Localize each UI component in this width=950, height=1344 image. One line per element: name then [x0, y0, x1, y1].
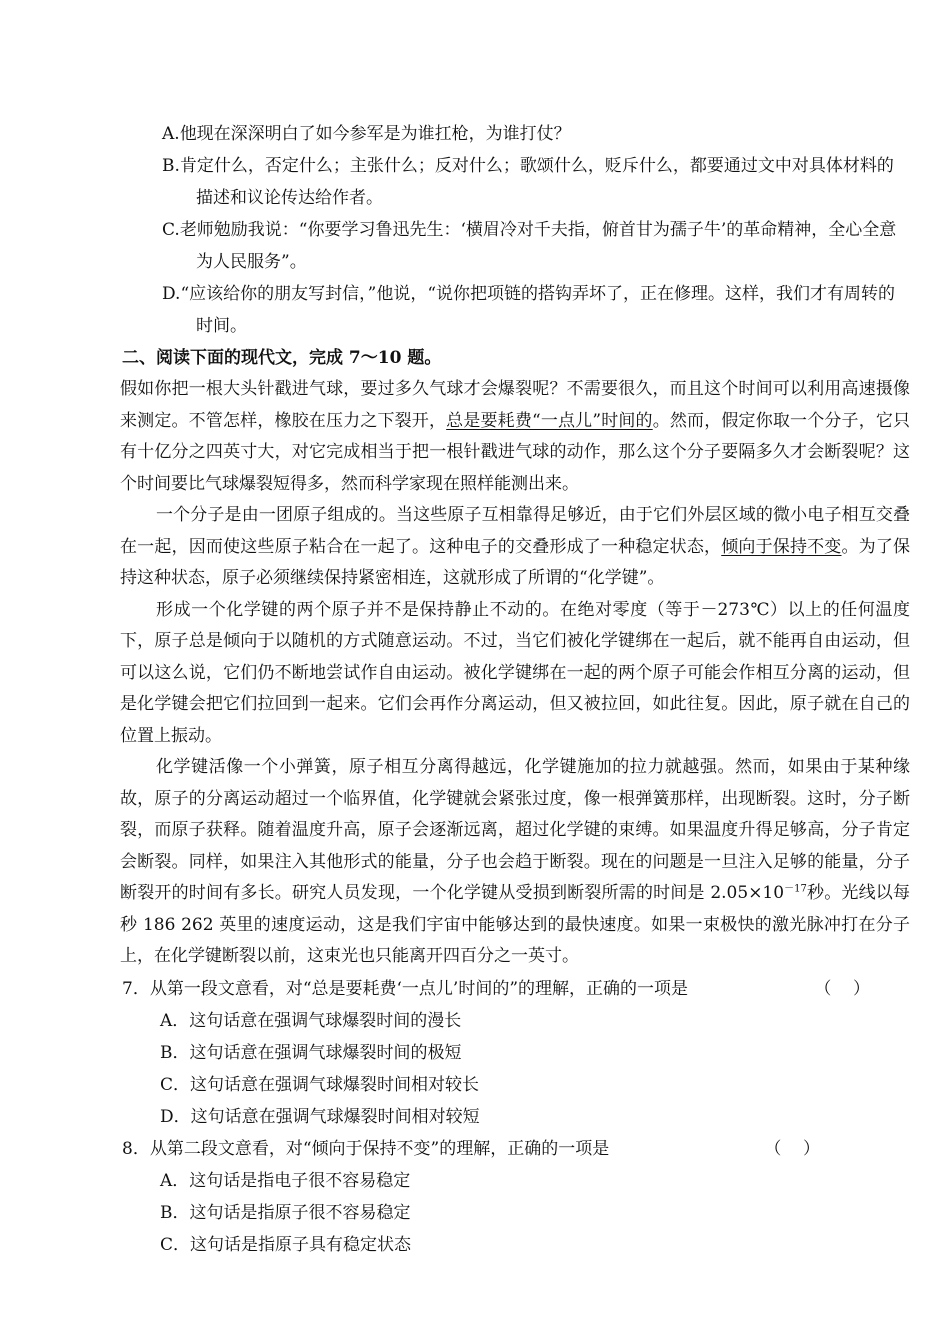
question-7	[122, 973, 910, 1133]
question-8-stem: 8．从第二段文意看，对“倾向于保持不变”的理解，正确的一项是	[122, 1138, 610, 1159]
underlined-phrase-1: 总是要耗费“一点儿”时间的	[446, 410, 653, 431]
exponent: －17	[784, 883, 807, 895]
question-8	[122, 1133, 910, 1261]
passage-paragraph-1: 假如你把一根大头针戳进气球，要过多久气球才会爆裂呢？不需要很久，而且这个时间可以利用高速摄像来测定。不管怎样，橡胶在压力之下裂开，总是要耗费“一点儿”时间的。然而，假定你取一个分子，它只有十亿分之四英寸大，对它完成相当于把一根针戳进气球的动作，那么这个分子要隔多久才会断裂呢？这个时间要比气球爆裂短得多，然而科学家现在照样能测出来。	[120, 379, 911, 494]
q8-choice-c[interactable]: C．这句话是指原子具有稳定状态	[160, 1234, 412, 1255]
option-d: D.“应该给你的朋友写封信，”他说，“说你把项链的搭钩弄坏了，正在修理。这样，我们才有周转的时间。	[162, 284, 896, 336]
q7-choice-b[interactable]: B．这句话意在强调气球爆裂时间的极短	[160, 1042, 462, 1063]
passage-paragraph-4: 化学键活像一个小弹簧，原子相互分离得越远，化学键施加的拉力就越强。然而，如果由于某种缘故，原子的分离运动超过一个临界值，化学键就会紧张过度，像一根弹簧那样，出现断裂。这时，分子断裂，而原子获释。随着温度升高，原子会逐渐远离，超过化学键的束缚。如果温度升得足够高，分子肯定会断裂。同样，如果注入其他形式的能量，分子也会趋于断裂。现在的问题是一旦注入足够的能量，分子断裂开的时间有多长。研究人员发现，一个化学键从受损到断裂所需的时间是 $2.05\times 10^{-17}$秒。光线以每秒 186 262 英里的速度运动，这是我们宇宙中能够达到的最快速度。如果一束极快的激光脉冲打在分子上，在化学键断裂以前，这束光也只能离开四百分之一英寸。	[120, 757, 911, 966]
underlined-phrase-2: 倾向于保持不变	[721, 536, 842, 557]
section-title: 二、阅读下面的现代文，完成 7～10 题。	[122, 348, 442, 368]
option-b: B.肯定什么，否定什么；主张什么；反对什么；歌颂什么，贬斥什么，都要通过文中对具体材料的描述和议论传达给作者。	[162, 156, 894, 208]
option-a: A.他现在深深明白了如今参军是为谁扛枪，为谁打仗？	[162, 124, 571, 144]
q8-choice-a[interactable]: A．这句话是指电子很不容易稳定	[160, 1170, 411, 1191]
q7-choice-d[interactable]: D．这句话意在强调气球爆裂时间相对较短	[160, 1106, 480, 1127]
passage-paragraph-2: 一个分子是由一团原子组成的。当这些原子互相靠得足够近，由于它们外层区域的微小电子相互交叠在一起，因而使这些原子粘合在一起了。这种电子的交叠形成了一种稳定状态，倾向于保持不变。为了保持这种状态，原子必须继续保持紧密相连，这就形成了所谓的“化学键”。	[120, 505, 911, 588]
previous-question-options	[122, 118, 910, 342]
q7-choice-c[interactable]: C．这句话意在强调气球爆裂时间相对较长	[160, 1074, 480, 1095]
answer-blank-7[interactable]: （ ）	[814, 978, 870, 999]
answer-blank-8[interactable]: （ ）	[764, 1138, 820, 1159]
q7-choice-a[interactable]: A．这句话意在强调气球爆裂时间的漫长	[160, 1010, 462, 1031]
question-7-stem: 7．从第一段文意看，对“总是要耗费‘一点儿’时间的”的理解，正确的一项是	[122, 978, 689, 999]
reading-passage	[120, 374, 910, 973]
passage-paragraph-3: 形成一个化学键的两个原子并不是保持静止不动的。在绝对零度（等于－273℃）以上的任何温度下，原子总是倾向于以随机的方式随意运动。不过，当它们被化学键绑在一起后，就不能再自由运动，但可以这么说，它们仍不断地尝试作自由运动。被化学键绑在一起的两个原子可能会作相互分离的运动，但是化学键会把它们拉回到一起来。它们会再作分离运动，但又被拉回，如此往复。因此，原子就在自己的位置上振动。	[120, 599, 910, 746]
option-c: C.老师勉励我说：“你要学习鲁迅先生：‘横眉冷对千夫指，俯首甘为孺子牛’的革命精神，全心全意为人民服务”。	[162, 220, 897, 272]
q8-choice-b[interactable]: B．这句话是指原子很不容易稳定	[160, 1202, 411, 1223]
